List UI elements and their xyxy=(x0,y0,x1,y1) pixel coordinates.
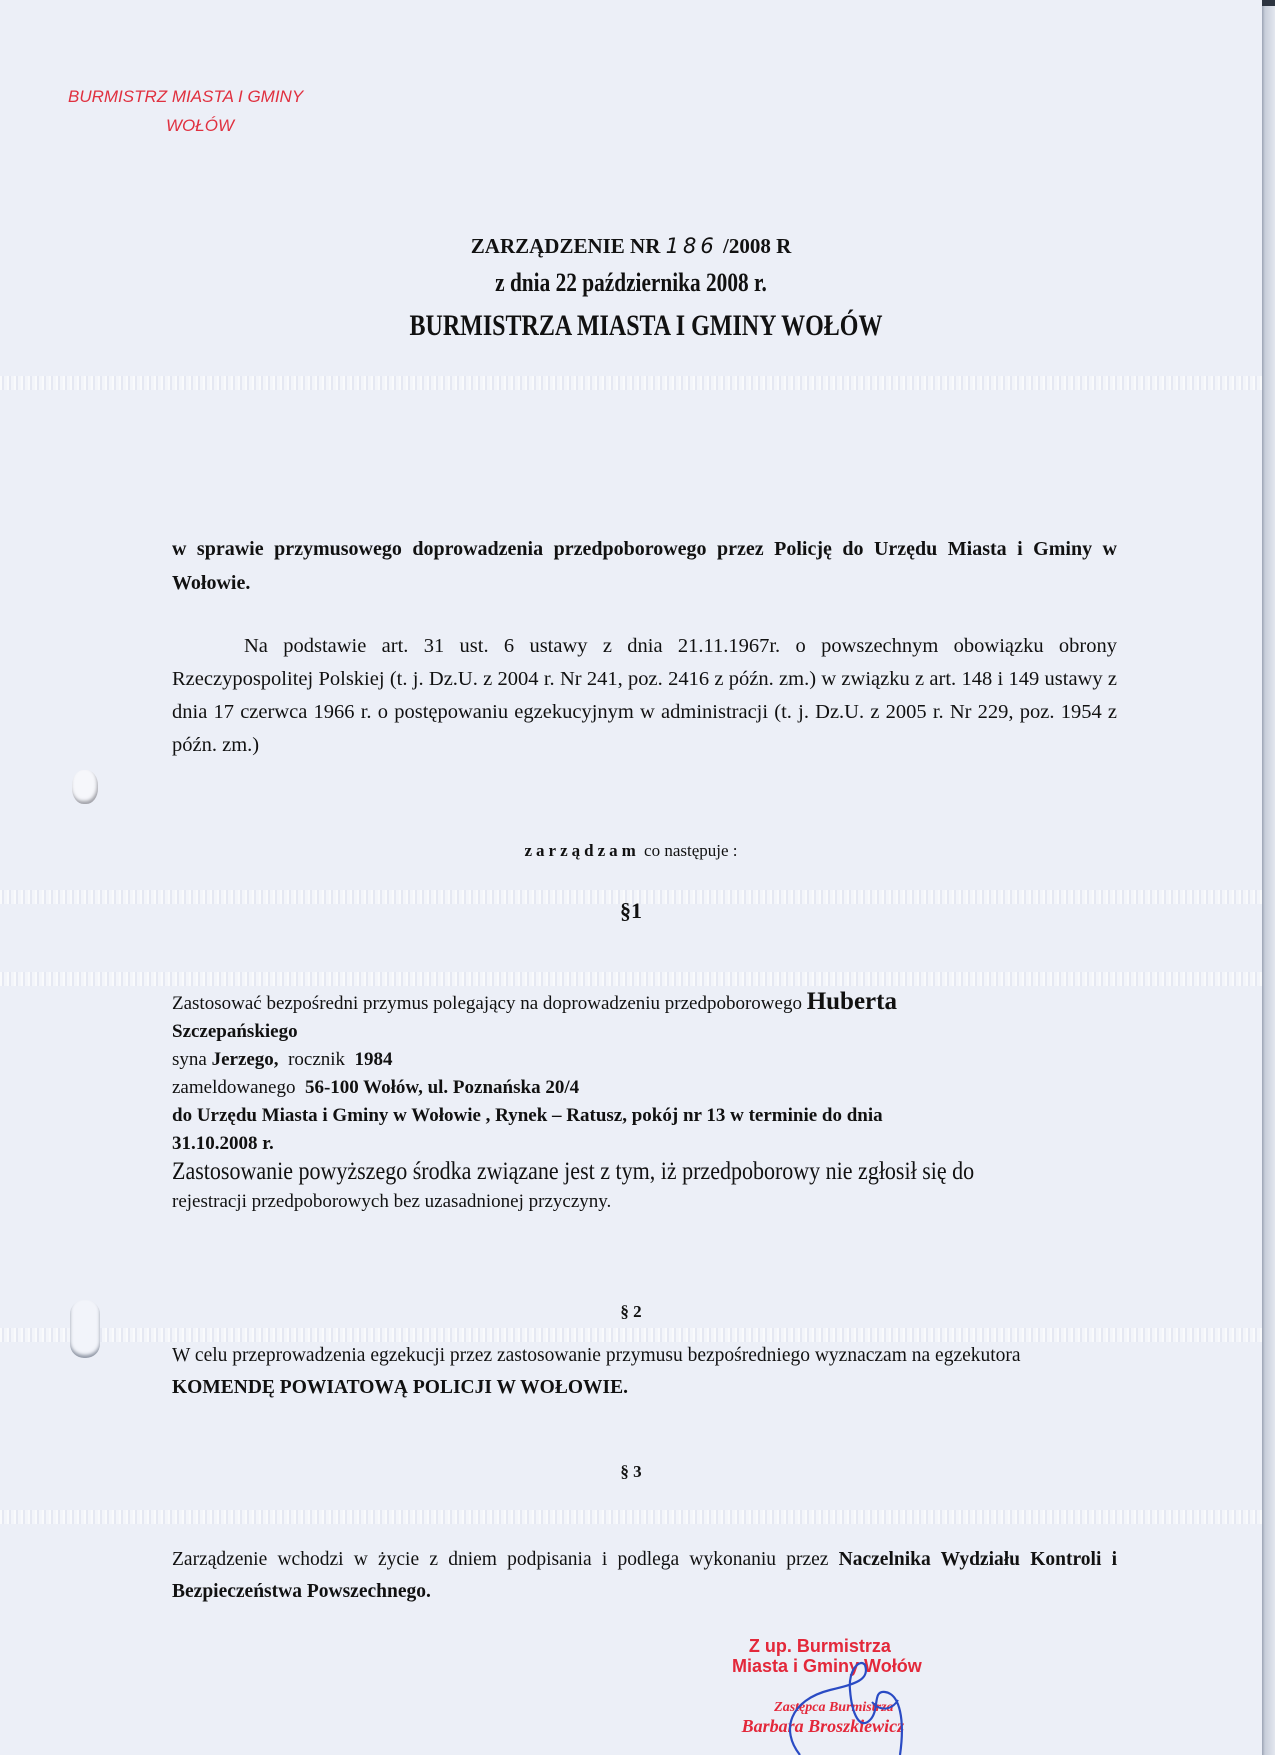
section-3-symbol: § 3 xyxy=(620,1462,642,1481)
document-date: z dnia 22 października 2008 r. xyxy=(495,268,767,297)
section-3-text: Zarządzenie wchodzi w życie z dniem podpisania i podlega wykonaniu przez xyxy=(172,1549,829,1570)
handwritten-signature xyxy=(760,1660,960,1755)
reason-rest-row xyxy=(172,1188,1117,1216)
scan-artifact xyxy=(0,1510,1262,1524)
section-1-intro: Zastosować bezpośredni przymus polegający na doprowadzeniu przedpoborowego xyxy=(172,993,802,1014)
title-prefix: ZARZĄDZENIE NR xyxy=(470,234,661,258)
scanner-border xyxy=(1262,0,1275,6)
reason-row xyxy=(172,1158,1117,1188)
person-last-name-row xyxy=(172,1018,1117,1046)
scan-artifact xyxy=(0,376,1262,390)
title-suffix: /2008 R xyxy=(722,234,792,258)
decree-line xyxy=(0,841,1262,861)
legal-basis xyxy=(172,630,1117,762)
destination-row xyxy=(172,1102,1117,1130)
person-first-name: Huberta xyxy=(806,988,897,1015)
decree-spaced: zarządzam xyxy=(524,841,640,860)
document-issuer: BURMISTRZA MIASTA I GMINY WOŁÓW xyxy=(409,309,883,342)
section-2-body xyxy=(172,1340,1117,1404)
section-3-bold: Naczelnika Wydziału Kontroli i Bezpieczeństwa Powszechnego. xyxy=(172,1549,1117,1602)
section-1-symbol: §1 xyxy=(620,898,642,923)
signature-stamp-line-4: Barbara Broszkiewicz xyxy=(741,1716,905,1736)
deadline: 31.10.2008 r. xyxy=(172,1133,274,1154)
section-2-bold: KOMENDĘ POWIATOWĄ POLICJI W WOŁOWIE. xyxy=(172,1377,628,1398)
page-edge xyxy=(1262,0,1275,1755)
signature-stamp-line-2: Miasta i Gminy Wołów xyxy=(732,1656,922,1676)
handwritten-number: 186 xyxy=(665,234,718,258)
address-row xyxy=(172,1074,1117,1102)
document-title xyxy=(0,234,1262,259)
punch-hole xyxy=(72,770,98,804)
section-1-body xyxy=(172,988,1117,1216)
father-name: Jerzego, xyxy=(211,1049,279,1070)
address: 56-100 Wołów, ul. Poznańska 20/4 xyxy=(304,1077,580,1098)
deadline-row xyxy=(172,1130,1117,1158)
year-label: rocznik xyxy=(288,1049,346,1070)
stamp-line-1: BURMISTRZ MIASTA I GMINY xyxy=(68,87,304,106)
reason-rest: rejestracji przedpoborowych bez uzasadnionej przyczyny. xyxy=(172,1191,612,1212)
birth-year: 1984 xyxy=(354,1049,393,1070)
reason-text: Zastosowanie powyższego środka związane jest z tym, iż przedpoborowy nie zgłosił się do xyxy=(172,1158,975,1185)
issuer-stamp xyxy=(68,88,303,134)
decree-rest: co następuje : xyxy=(644,841,738,860)
destination: do Urzędu Miasta i Gminy w Wołowie , Rynek – Ratusz, pokój nr 13 w terminie do dnia xyxy=(172,1105,883,1126)
legal-basis-text: Na podstawie art. 31 ust. 6 ustawy z dnia 21.11.1967r. o powszechnym obowiązku obrony Rzeczypospolitej Polskiej (t. j. Dz.U. z 2004 r. Nr 241, poz. 2416 z późn. zm.) w związku z art. 148 i 149 ustawy z dnia 17 czerwca 1966 r. o postępowaniu egzekucyjnym w administracji (t. j. Dz.U. z 2005 r. Nr 229, poz. 1954 z późn. zm.) xyxy=(172,635,1117,756)
person-last-name: Szczepańskiego xyxy=(172,1021,298,1042)
section-1-intro-row xyxy=(172,988,1117,1018)
signature-stamp-line-3: Zastępca Burmistrza xyxy=(774,1700,894,1715)
son-of-label: syna xyxy=(172,1049,207,1070)
section-2-text: W celu przeprowadzenia egzekucji przez zastosowanie przymusu bezpośredniego wyznaczam na egzekutora xyxy=(172,1345,1021,1366)
person-father-row xyxy=(172,1046,1117,1074)
document-subject: w sprawie przymusowego doprowadzenia przedpoborowego przez Policję do Urzędu Miasta i Gminy w Wołowie. xyxy=(172,538,1117,594)
scan-artifact xyxy=(0,972,1262,986)
section-2-symbol: § 2 xyxy=(620,1302,642,1321)
registered-label: zameldowanego xyxy=(172,1077,296,1098)
stamp-line-2: WOŁÓW xyxy=(166,116,234,135)
signature-stamp-line-1: Z up. Burmistrza xyxy=(748,1636,891,1656)
section-3-body xyxy=(172,1544,1117,1608)
